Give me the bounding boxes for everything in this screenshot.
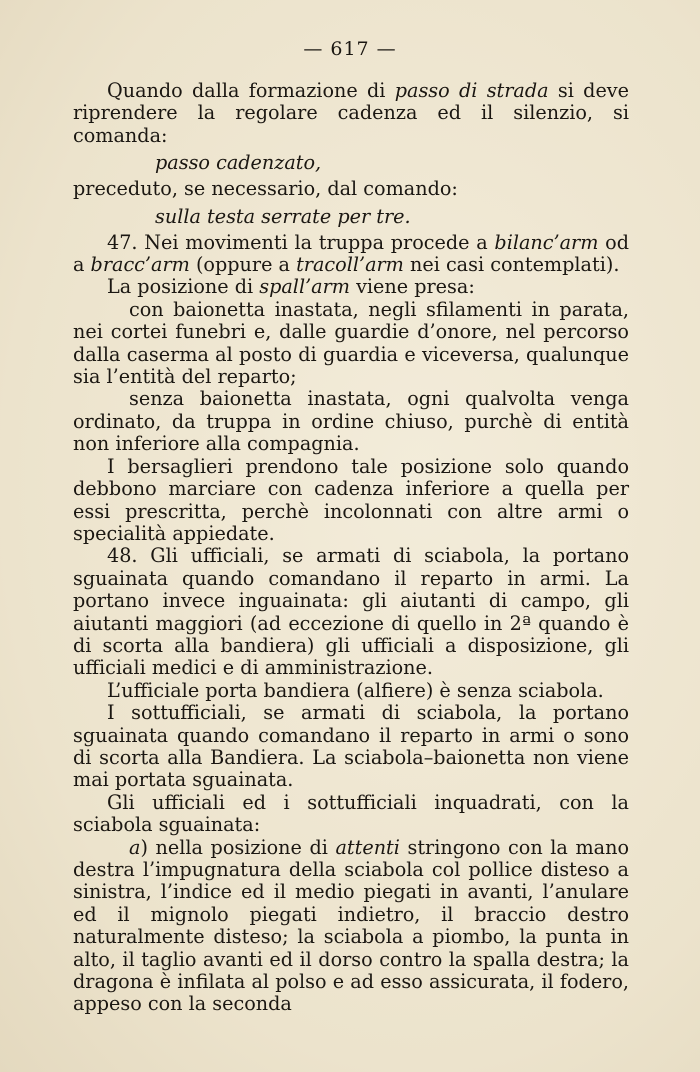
text-run: senza baionetta inastata, ogni qualvolta venga ordinato, da truppa in ordine chiuso, purchè di entità non inferiore alla compagnia. — [73, 387, 629, 456]
italic-term: a — [129, 835, 141, 859]
paragraph — [73, 702, 629, 792]
text-body — [73, 80, 629, 1016]
italic-term: sulla testa serrate per tre. — [155, 204, 411, 228]
italic-term: attenti — [335, 835, 400, 859]
paragraph — [73, 178, 629, 200]
italic-term: bracc’arm — [90, 253, 190, 277]
italic-term: passo cadenzato, — [155, 151, 322, 175]
paragraph — [73, 147, 629, 178]
text-run: si deve riprendere la regolare cadenza ed il silenzio, si comanda: — [73, 79, 629, 147]
text-run: stringono con la mano destra l’impugnatura della sciabola col pollice disteso a sinistra, l’indice ed il medio piegati in avanti, l’anulare ed il mignolo piegati indietro, il braccio destro naturalmente disteso; la sciabola a piombo, la punta in alto, il taglio avanti ed il dorso contro la spalla destra; la dragona è infilata al polso e ad esso assicurata, il fodero, appeso con la seconda — [73, 835, 630, 1016]
paragraph — [73, 680, 629, 702]
italic-term: spall’arm — [259, 275, 350, 299]
paragraph — [73, 232, 629, 277]
text-run: 48. Gli ufficiali, se armati di sciabola, la portano sguainata quando comandano il reparto in armi. La portano invece inguainata: gli aiutanti di campo, gli aiutanti maggiori (ad eccezione di quello in 2ª quando è di scorta alla bandiera) gli ufficiali a disposizione, gli ufficiali medici e di amministrazione. — [73, 544, 629, 680]
paragraph — [73, 792, 629, 837]
italic-term: tracoll’arm — [296, 253, 404, 277]
paragraph — [73, 201, 629, 232]
text-run: La posizione di — [107, 275, 260, 299]
text-run: (oppure a — [189, 253, 297, 277]
text-run: I bersaglieri prendono tale posizione solo quando debbono marciare con cadenza inferiore a quella per essi prescritta, perchè incolonnati con altre armi o specialità appiedate. — [73, 454, 629, 545]
paragraph — [73, 276, 629, 298]
text-run: preceduto, se necessario, dal comando: — [73, 177, 458, 201]
paragraph — [73, 456, 629, 546]
page-number: — 617 — — [303, 38, 397, 60]
paragraph — [73, 545, 629, 679]
text-run: nei casi contemplati). — [403, 253, 620, 277]
text-run: ) nella posizione di — [140, 835, 336, 859]
text-run: Quando dalla formazione di — [107, 79, 395, 102]
paragraph — [73, 299, 629, 389]
paragraph — [73, 837, 629, 1016]
text-run: L’ufficiale porta bandiera (alfiere) è senza sciabola. — [107, 678, 604, 702]
text-run: viene presa: — [349, 275, 475, 299]
text-run: I sottufficiali, se armati di sciabola, la portano sguainata quando comandano il reparto in armi o sono di scorta alla Bandiera. La sciabola–baionetta non viene mai portata sguainata. — [73, 701, 629, 792]
paragraph — [73, 388, 629, 455]
italic-term: bilanc’arm — [494, 230, 599, 254]
paragraph — [73, 80, 629, 147]
text-run: 47. Nei movimenti la truppa procede a — [107, 230, 495, 254]
text-run: con baionetta inastata, negli sfilamenti in parata, nei cortei funebri e, dalle guardie d’onore, nel percorso dalla caserma al posto di guardia e viceversa, qualunque sia l’entità del reparto; — [73, 297, 629, 389]
text-run: od a — [73, 230, 629, 277]
text-run: Gli ufficiali ed i sottufficiali inquadrati, con la sciabola sguainata: — [73, 790, 629, 837]
italic-term: passo di strada — [394, 79, 549, 102]
